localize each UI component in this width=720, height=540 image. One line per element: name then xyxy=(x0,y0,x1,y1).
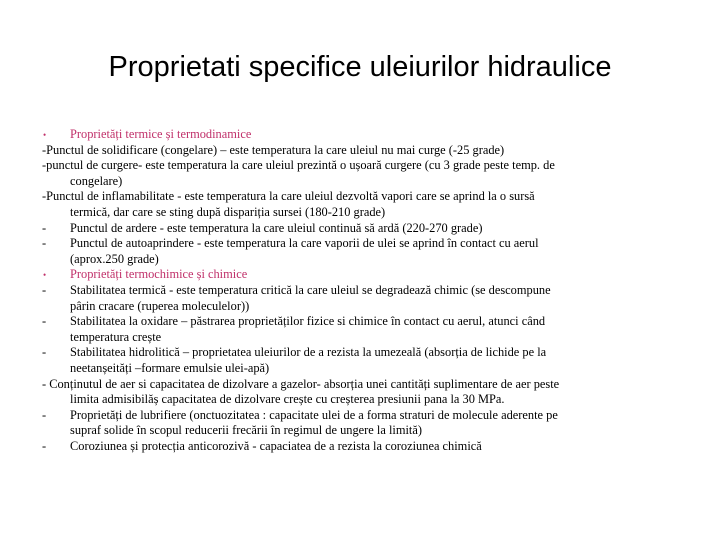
line-text: Coroziunea și protecția anticorozivă - capaciatea de a rezista la coroziunea chimică xyxy=(70,438,482,453)
line-text: Punctul de autoaprindere - este temperatura la care vaporii de ulei se aprind în contact cu aerul xyxy=(70,236,539,251)
line-text: Proprietăți termochimice și chimice xyxy=(70,267,248,282)
line-text: (aprox.250 grade) xyxy=(70,251,159,266)
text-line xyxy=(42,189,682,205)
line-text: Stabilitatea termică - este temperatura critică la care uleiul se degradează chimic (se descompune xyxy=(70,282,551,297)
text-line xyxy=(42,408,682,424)
text-line xyxy=(42,377,682,393)
dash-marker: - xyxy=(42,345,47,360)
text-line xyxy=(42,439,682,455)
text-line xyxy=(42,252,682,268)
line-text: - Conținutul de aer si capacitatea de dizolvare a gazelor- absorția unei cantități suplimentare de aer peste xyxy=(42,376,560,391)
line-text: Punctul de ardere - este temperatura la care uleiul continuă să ardă (220-270 grade) xyxy=(70,220,483,235)
text-line xyxy=(42,158,682,174)
line-text: congelare) xyxy=(70,173,123,188)
text-line xyxy=(42,361,682,377)
bullet-icon: • xyxy=(43,130,47,140)
line-text: supraf solide în scopul reducerii frecării în regimul de ungere la limită) xyxy=(70,423,422,438)
line-text: neetanșeități –formare emulsie ulei-apă) xyxy=(70,360,270,375)
line-text: limita admisibilăș capacitatea de dizolvare crește cu creșterea presiunii pana la 30 MPa. xyxy=(70,392,505,407)
dash-marker: - xyxy=(42,236,47,251)
text-line xyxy=(42,299,682,315)
line-text: Proprietăți de lubrifiere (onctuozitatea : capacitate ulei de a forma straturi de molecule aderente pe xyxy=(70,407,558,422)
line-text: -punctul de curgere- este temperatura la care uleiul prezintă o ușoară curgere (cu 3 grade peste temp. de xyxy=(42,158,555,173)
text-line xyxy=(42,236,682,252)
line-text: Proprietăți termice și termodinamice xyxy=(70,127,252,141)
text-line xyxy=(42,423,682,439)
line-text: temperatura crește xyxy=(70,329,162,344)
text-line xyxy=(42,314,682,330)
slide-title: Proprietati specifice uleiurilor hidraulice xyxy=(108,51,612,83)
text-line xyxy=(42,143,682,159)
dash-marker: - xyxy=(42,282,47,297)
line-text: pârin cracare (ruperea moleculelor)) xyxy=(70,298,250,313)
section-heading xyxy=(42,267,682,283)
text-line xyxy=(42,205,682,221)
dash-marker: - xyxy=(42,438,47,453)
dash-marker: - xyxy=(42,314,47,329)
slide-body xyxy=(42,127,682,454)
text-line xyxy=(42,221,682,237)
text-line xyxy=(42,345,682,361)
line-text: Stabilitatea la oxidare – păstrarea proprietăților fizice si chimice în contact cu aerul, atunci când xyxy=(70,314,546,329)
section-heading xyxy=(42,127,682,143)
text-line xyxy=(42,392,682,408)
dash-marker: - xyxy=(42,220,47,235)
line-text: -Punctul de solidificare (congelare) – este temperatura la care uleiul nu mai curge (-25 grade) xyxy=(42,142,505,157)
text-line xyxy=(42,174,682,190)
line-text: Stabilitatea hidrolitică – proprietatea uleiurilor de a rezista la umezeală (absorția de lichide pe la xyxy=(70,345,547,360)
bullet-icon: • xyxy=(43,270,47,281)
line-text: termică, dar care se sting după dispariția sursei (180-210 grade) xyxy=(70,204,386,219)
text-line xyxy=(42,330,682,346)
line-text: -Punctul de inflamabilitate - este temperatura la care uleiul dezvoltă vapori care se aprind la o sursă xyxy=(42,189,535,204)
text-line xyxy=(42,283,682,299)
dash-marker: - xyxy=(42,407,47,422)
